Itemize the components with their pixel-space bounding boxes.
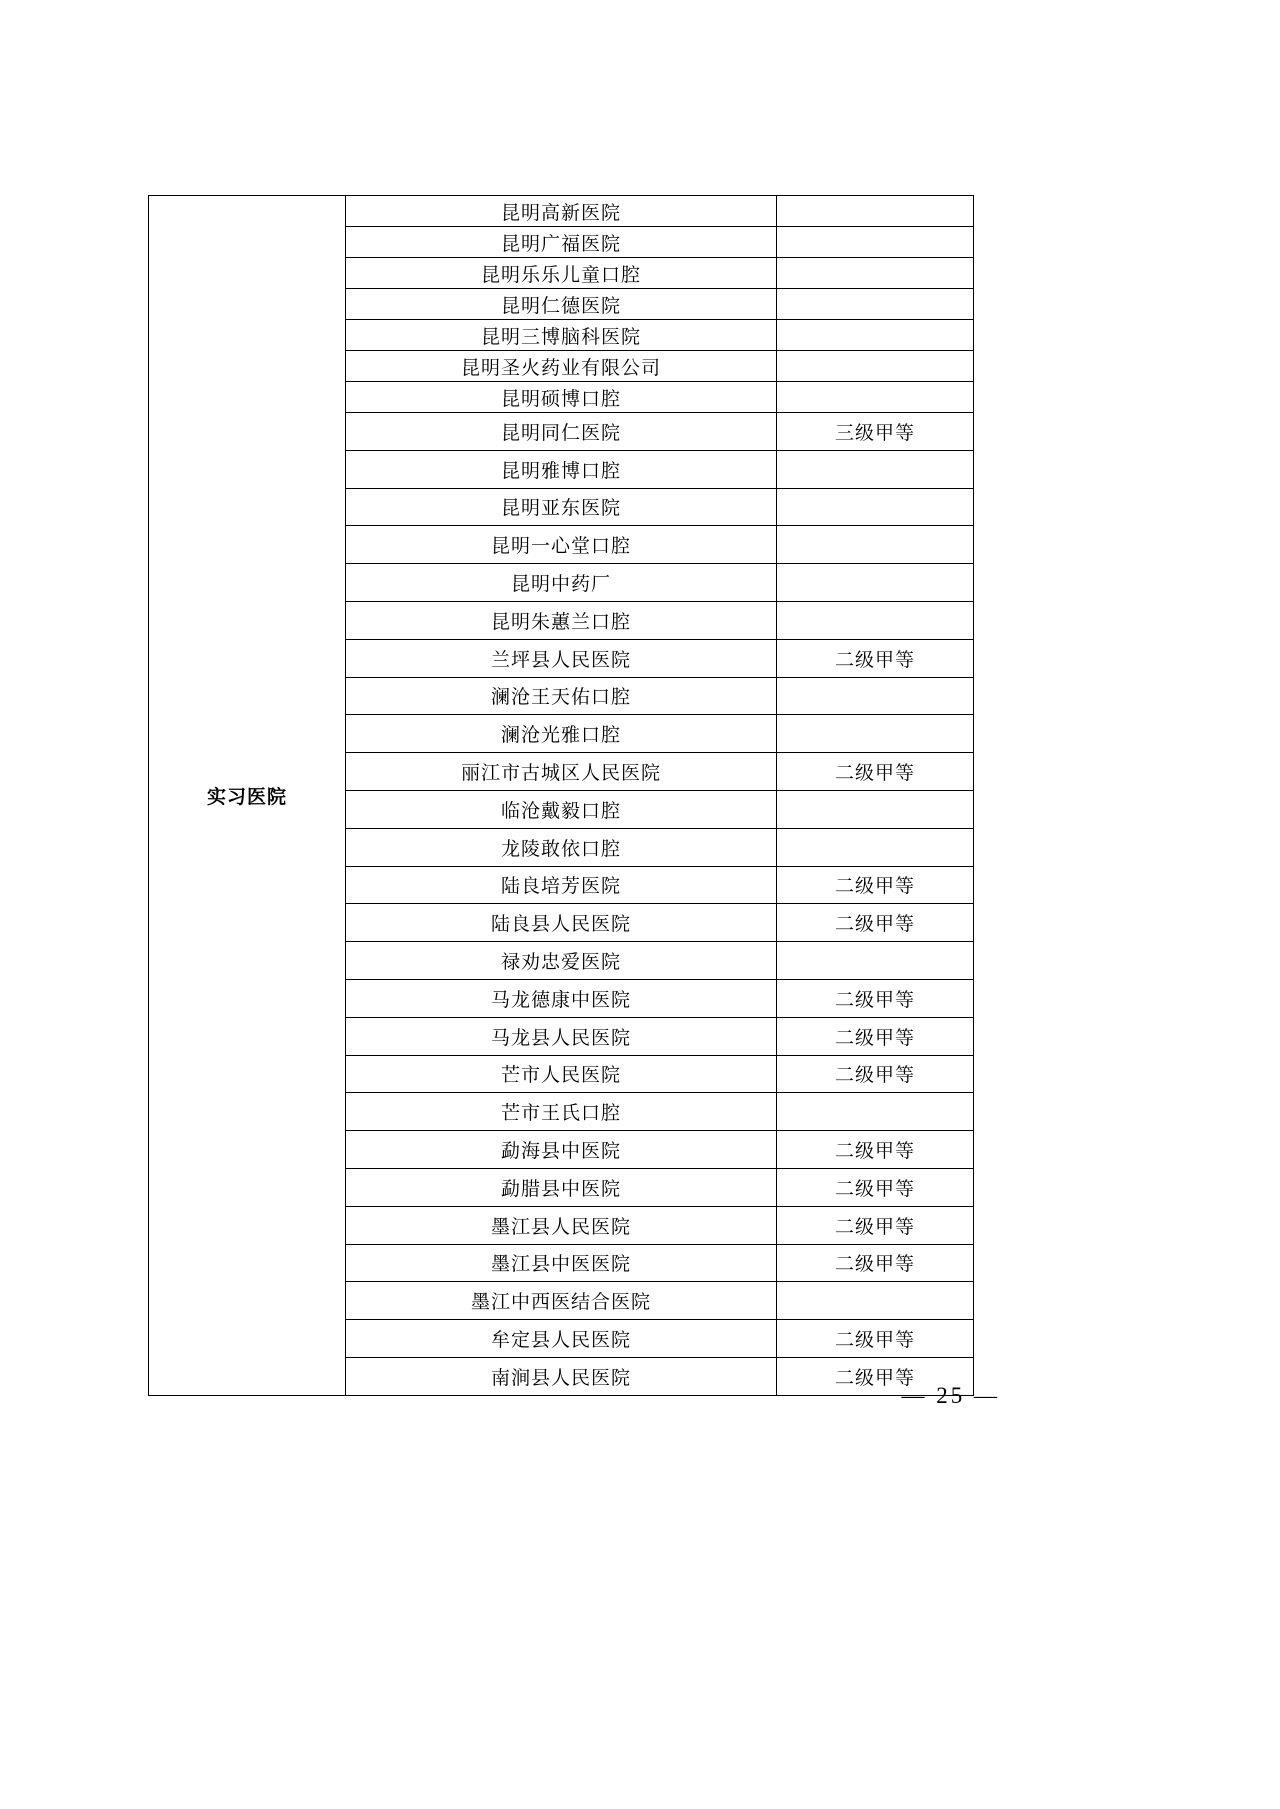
hospital-level-cell xyxy=(777,488,974,526)
hospital-name-cell: 丽江市古城区人民医院 xyxy=(346,753,777,791)
hospital-level-cell: 二级甲等 xyxy=(777,1055,974,1093)
hospital-level-cell: 二级甲等 xyxy=(777,1244,974,1282)
hospital-name-cell: 墨江县中医医院 xyxy=(346,1244,777,1282)
hospital-level-cell: 二级甲等 xyxy=(777,753,974,791)
internship-hospital-table xyxy=(148,195,974,1396)
hospital-level-cell xyxy=(777,320,974,351)
hospital-name-cell: 昆明亚东医院 xyxy=(346,488,777,526)
hospital-level-cell: 二级甲等 xyxy=(777,639,974,677)
hospital-level-cell xyxy=(777,526,974,564)
hospital-name-cell: 龙陵敢依口腔 xyxy=(346,828,777,866)
hospital-level-cell xyxy=(777,942,974,980)
hospital-name-cell: 禄劝忠爱医院 xyxy=(346,942,777,980)
hospital-name-cell: 昆明雅博口腔 xyxy=(346,450,777,488)
hospital-level-cell: 二级甲等 xyxy=(777,1206,974,1244)
hospital-level-cell: 二级甲等 xyxy=(777,1131,974,1169)
hospital-name-cell: 墨江中西医结合医院 xyxy=(346,1282,777,1320)
hospital-name-cell: 芒市人民医院 xyxy=(346,1055,777,1093)
hospital-level-cell: 二级甲等 xyxy=(777,866,974,904)
hospital-name-cell: 昆明高新医院 xyxy=(346,196,777,227)
hospital-name-cell: 昆明同仁医院 xyxy=(346,413,777,451)
hospital-level-cell: 二级甲等 xyxy=(777,1357,974,1395)
table-row xyxy=(149,196,974,227)
hospital-name-cell: 昆明朱蕙兰口腔 xyxy=(346,601,777,639)
hospital-name-cell: 临沧戴毅口腔 xyxy=(346,790,777,828)
hospital-level-cell xyxy=(777,790,974,828)
hospital-name-cell: 马龙县人民医院 xyxy=(346,1017,777,1055)
hospital-level-cell xyxy=(777,227,974,258)
page-number: — 25 — xyxy=(901,1383,1000,1408)
page-footer xyxy=(0,1383,1280,1409)
hospital-name-cell: 陆良县人民医院 xyxy=(346,904,777,942)
hospital-name-cell: 昆明中药厂 xyxy=(346,564,777,602)
hospital-name-cell: 澜沧王天佑口腔 xyxy=(346,677,777,715)
hospital-name-cell: 昆明硕博口腔 xyxy=(346,382,777,413)
hospital-level-cell xyxy=(777,677,974,715)
hospital-level-cell: 二级甲等 xyxy=(777,979,974,1017)
hospital-level-cell xyxy=(777,196,974,227)
hospital-name-cell: 昆明一心堂口腔 xyxy=(346,526,777,564)
hospital-name-cell: 兰坪县人民医院 xyxy=(346,639,777,677)
hospital-name-cell: 墨江县人民医院 xyxy=(346,1206,777,1244)
hospital-name-cell: 陆良培芳医院 xyxy=(346,866,777,904)
hospital-name-cell: 勐腊县中医院 xyxy=(346,1168,777,1206)
hospital-name-cell: 昆明仁德医院 xyxy=(346,289,777,320)
hospital-level-cell xyxy=(777,1282,974,1320)
row-group-label: 实习医院 xyxy=(149,196,346,1396)
hospital-level-cell xyxy=(777,258,974,289)
hospital-level-cell xyxy=(777,601,974,639)
hospital-level-cell xyxy=(777,450,974,488)
hospital-name-cell: 澜沧光雅口腔 xyxy=(346,715,777,753)
hospital-name-cell: 昆明圣火药业有限公司 xyxy=(346,351,777,382)
hospital-level-cell: 二级甲等 xyxy=(777,1017,974,1055)
hospital-name-cell: 芒市王氏口腔 xyxy=(346,1093,777,1131)
hospital-level-cell xyxy=(777,382,974,413)
hospital-level-cell xyxy=(777,564,974,602)
hospital-level-cell: 三级甲等 xyxy=(777,413,974,451)
hospital-level-cell: 二级甲等 xyxy=(777,1168,974,1206)
table-body xyxy=(149,196,974,1396)
hospital-level-cell: 二级甲等 xyxy=(777,1320,974,1358)
hospital-level-cell xyxy=(777,1093,974,1131)
hospital-level-cell xyxy=(777,351,974,382)
hospital-level-cell xyxy=(777,828,974,866)
hospital-name-cell: 牟定县人民医院 xyxy=(346,1320,777,1358)
hospital-name-cell: 昆明广福医院 xyxy=(346,227,777,258)
hospital-name-cell: 勐海县中医院 xyxy=(346,1131,777,1169)
hospital-level-cell: 二级甲等 xyxy=(777,904,974,942)
hospital-name-cell: 昆明三博脑科医院 xyxy=(346,320,777,351)
hospital-name-cell: 马龙德康中医院 xyxy=(346,979,777,1017)
hospital-name-cell: 昆明乐乐儿童口腔 xyxy=(346,258,777,289)
hospital-name-cell: 南涧县人民医院 xyxy=(346,1357,777,1395)
hospital-level-cell xyxy=(777,715,974,753)
hospital-level-cell xyxy=(777,289,974,320)
